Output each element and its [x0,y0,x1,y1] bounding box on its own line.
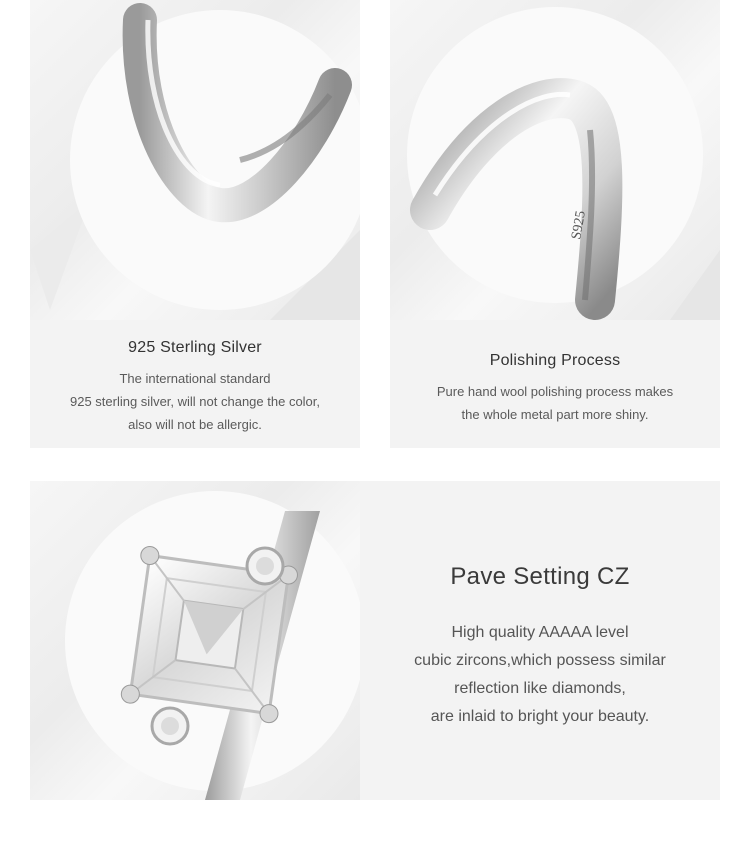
feature-card-polishing [390,0,720,448]
feature-title: Polishing Process [489,352,621,369]
feature-caption [390,351,720,426]
feature-card-pave-setting [30,481,720,800]
feature-description: High quality AAAAA level cubic zircons,which possess similar reflection like diamonds, are inlaid to bright your beauty. [414,624,666,725]
feature-caption [360,563,720,731]
feature-title: 925 Sterling Silver [128,339,262,356]
feature-card-sterling-silver [30,0,360,448]
feature-title: Pave Setting CZ [450,563,630,590]
feature-caption [30,338,360,436]
ring-band-closeup-image [30,0,360,320]
feature-description: Pure hand wool polishing process makes the whole metal part more shiny. [436,384,674,422]
s925-stamp-text: S925 [569,209,589,241]
ring-zircon-stone-image [30,481,360,800]
feature-description: The international standard 925 sterling silver, will not change the color, also will not be allergic. [69,371,321,432]
ring-inner-stamp-image [390,0,720,320]
